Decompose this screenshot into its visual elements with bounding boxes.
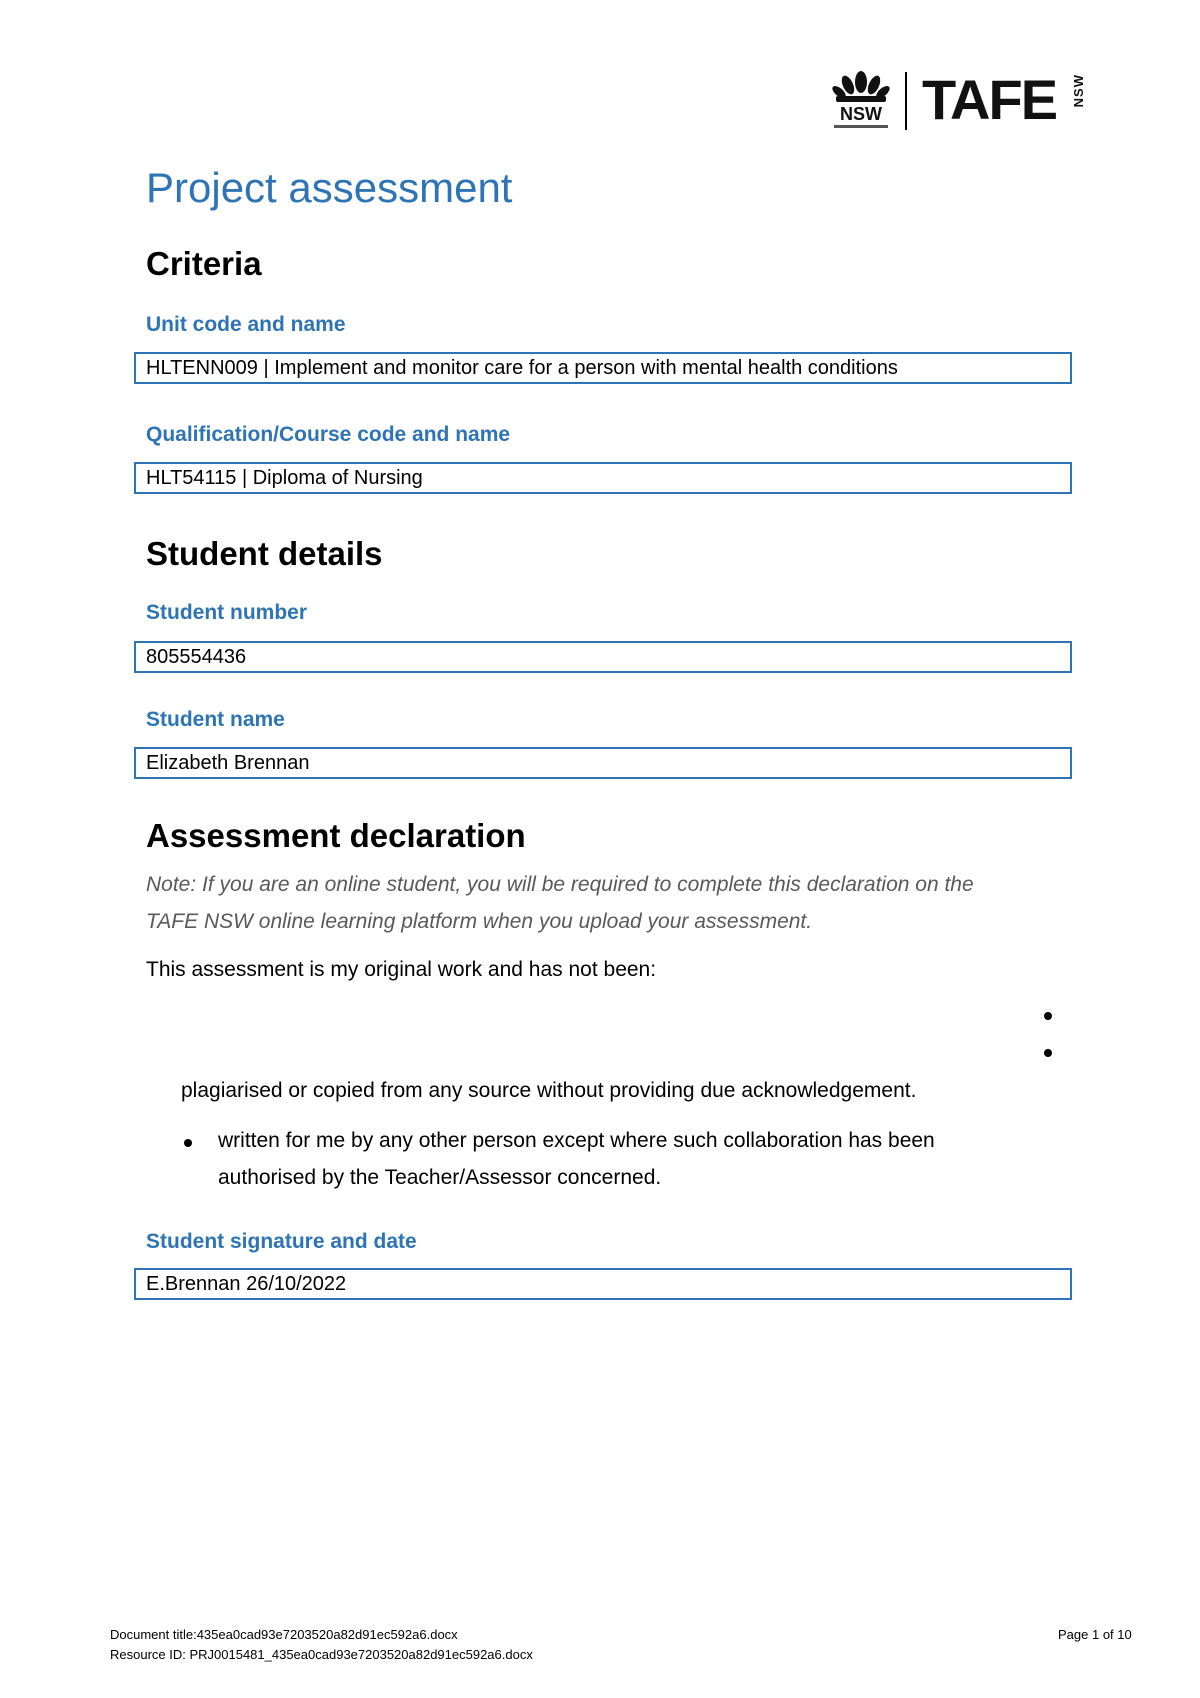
nsw-vertical-text: NSW: [1071, 74, 1086, 108]
unit-field[interactable]: HLTENN009 | Implement and monitor care for a person with mental health conditions: [134, 352, 1072, 384]
signature-label: Student signature and date: [146, 1230, 417, 1253]
logo-separator: [905, 72, 907, 130]
signature-field[interactable]: E.Brennan 26/10/2022: [134, 1268, 1072, 1300]
declaration-item-2-line-2: authorised by the Teacher/Assessor concerned.: [218, 1166, 662, 1189]
declaration-item-1: plagiarised or copied from any source without providing due acknowledgement.: [181, 1079, 917, 1102]
page-title: Project assessment: [146, 164, 513, 211]
qualification-label: Qualification/Course code and name: [146, 423, 511, 446]
criteria-heading: Criteria: [146, 245, 262, 282]
bullet-marker: [184, 1139, 192, 1147]
declaration-item-2-line-1: written for me by any other person except where such collaboration has been: [218, 1129, 935, 1152]
footer-document-title: Document title:435ea0cad93e7203520a82d91ec592a6.docx: [110, 1627, 458, 1642]
declaration-note-line-1: Note: If you are an online student, you will be required to complete this declaration on the: [146, 873, 974, 896]
declaration-heading: Assessment declaration: [146, 817, 526, 854]
declaration-note-line-2: TAFE NSW online learning platform when you upload your assessment.: [146, 910, 813, 933]
student-number-label: Student number: [146, 601, 307, 624]
footer-resource-id: Resource ID: PRJ0015481_435ea0cad93e7203520a82d91ec592a6.docx: [110, 1647, 533, 1662]
student-name-label: Student name: [146, 708, 285, 731]
svg-text:NSW: NSW: [840, 104, 882, 124]
declaration-intro: This assessment is my original work and has not been:: [146, 958, 657, 981]
unit-label: Unit code and name: [146, 313, 346, 336]
footer-page-number: Page 1 of 10: [1058, 1627, 1132, 1642]
student-name-field[interactable]: Elizabeth Brennan: [134, 747, 1072, 779]
declaration-note: [146, 866, 1066, 940]
tafe-wordmark: TAFE: [922, 68, 1057, 131]
qualification-field[interactable]: HLT54115 | Diploma of Nursing: [134, 462, 1072, 494]
bullet-marker: [1044, 1049, 1052, 1057]
tafe-nsw-logo: [830, 66, 1095, 136]
waratah-icon: [830, 68, 892, 132]
declaration-item-2: [218, 1122, 935, 1196]
student-number-field[interactable]: 805554436: [134, 641, 1072, 673]
student-details-heading: Student details: [146, 535, 383, 572]
bullet-marker: [1044, 1012, 1052, 1020]
